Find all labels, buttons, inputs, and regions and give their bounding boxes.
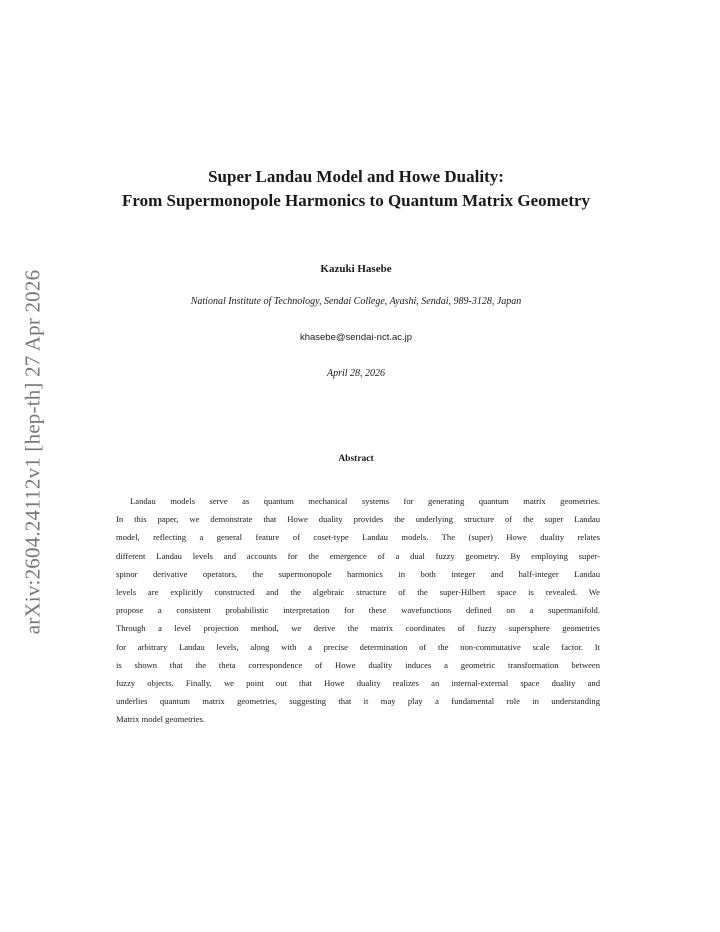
abstract-line: for arbitrary Landau levels, along with a precise determination of the non-commutative scale factor. It xyxy=(116,641,600,652)
author-name: Kazuki Hasebe xyxy=(320,263,392,275)
abstract-line: levels are explicitly constructed and the algebraic structure of the super-Hilbert space is revealed. We xyxy=(116,586,600,597)
abstract-line: underlies quantum matrix geometries, suggesting that it may play a fundamental role in understanding xyxy=(116,696,600,707)
arxiv-identifier: arXiv:2604.24112v1 [hep-th] 27 Apr 2026 xyxy=(20,269,45,635)
title-line-1: Super Landau Model and Howe Duality: xyxy=(208,167,504,186)
abstract-line: Matrix model geometries. xyxy=(116,714,206,725)
paper-title xyxy=(60,165,652,213)
paper-date: April 28, 2026 xyxy=(326,368,386,379)
abstract-line: model, reflecting a general feature of coset-type Landau models. The (super) Howe duality relates xyxy=(116,532,600,543)
abstract-line: Through a level projection method, we derive the matrix coordinates of fuzzy supersphere geometries xyxy=(116,623,600,634)
abstract-line: In this paper, we demonstrate that Howe duality provides the underlying structure of the super Landau xyxy=(116,514,600,525)
abstract-line: different Landau levels and accounts for the emergence of a dual fuzzy geometry. By employing super- xyxy=(116,550,600,561)
abstract-line: is shown that the theta correspondence of Howe duality induces a geometric transformation between xyxy=(116,659,600,670)
title-line-2: From Supermonopole Harmonics to Quantum Matrix Geometry xyxy=(121,191,591,210)
author-affiliation: National Institute of Technology, Sendai College, Ayashi, Sendai, 989-3128, Japan xyxy=(190,296,522,307)
author-email: khasebe@sendai-nct.ac.jp xyxy=(299,332,413,343)
abstract-line: Landau models serve as quantum mechanical systems for generating quantum matrix geometries. xyxy=(130,496,600,506)
abstract-heading: Abstract xyxy=(338,454,374,464)
arxiv-sidebar xyxy=(16,258,50,646)
abstract-body xyxy=(116,492,600,728)
abstract-line: propose a consistent probabilistic interpretation for these wavefunctions defined on a supermanifold. xyxy=(116,605,600,616)
abstract-line: spinor derivative operators, the supermonopole harmonics in both integer and half-integer Landau xyxy=(116,568,600,579)
abstract-line: fuzzy objects. Finally, we point out that Howe duality realizes an internal-external space duality and xyxy=(116,677,600,688)
